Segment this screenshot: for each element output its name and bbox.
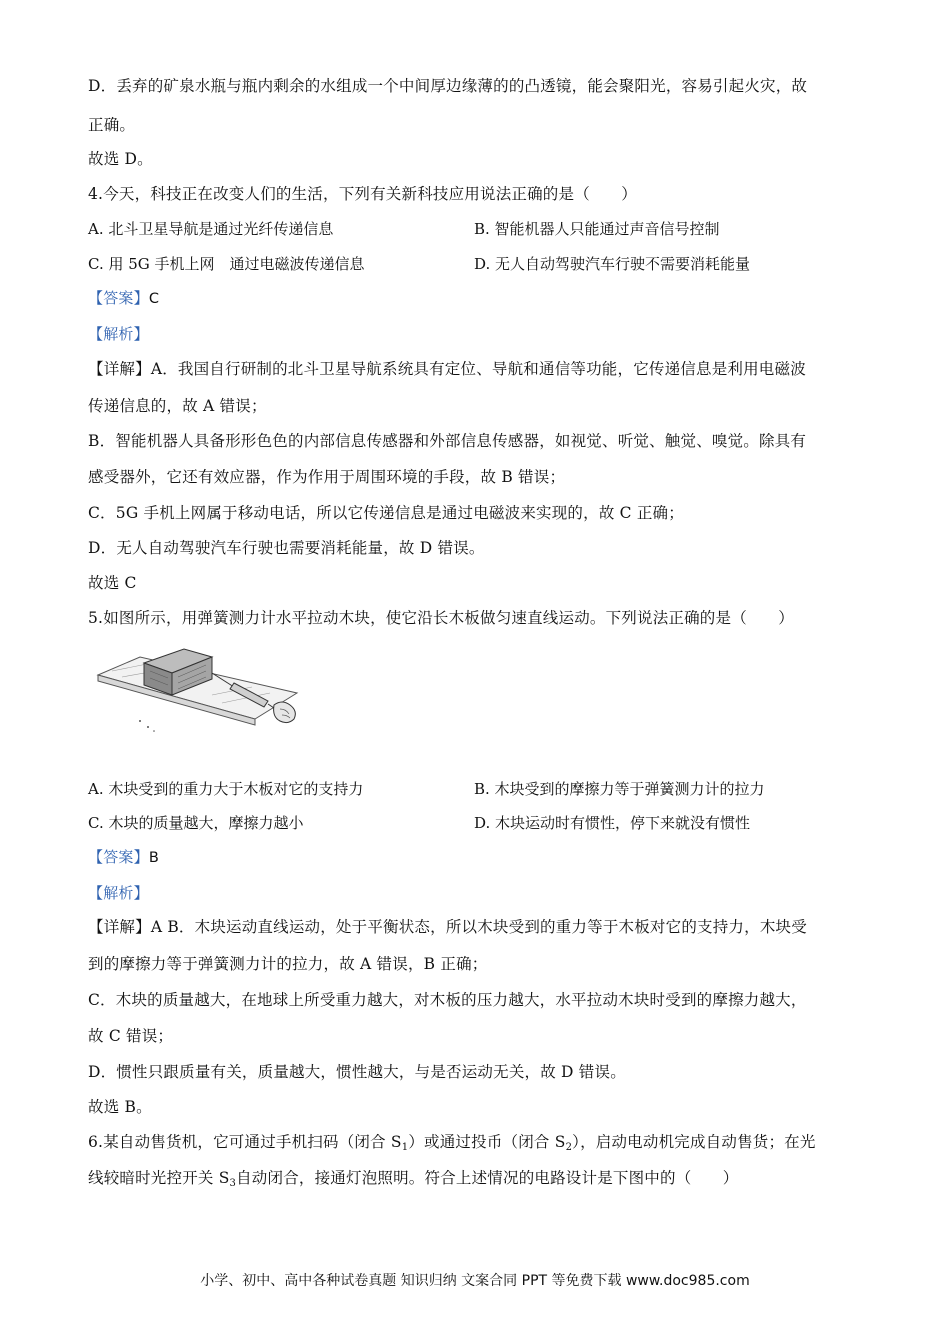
detail-text: A B．木块运动直线运动，处于平衡状态，所以木块受到的重力等于木板对它的支持力，木块受 bbox=[150, 918, 807, 936]
q6-stem-line1 bbox=[88, 1132, 816, 1158]
q5-detail-line4: 故 C 错误； bbox=[88, 1027, 174, 1045]
q4-detail-line5: C．5G 手机上网属于移动电话，所以它传递信息是通过电磁波来实现的，故 C 正确； bbox=[88, 504, 684, 522]
answer-tag: 【答案】 bbox=[88, 848, 149, 866]
q5-option-d: D. 木块运动时有惯性，停下来就没有惯性 bbox=[474, 814, 751, 832]
q4-detail-line1 bbox=[88, 359, 806, 379]
subscript: 3 bbox=[229, 1178, 237, 1189]
q4-choice: 故选 C bbox=[88, 574, 137, 592]
analysis-tag: 【解析】 bbox=[88, 884, 149, 902]
subscript: 2 bbox=[565, 1142, 573, 1153]
q4-answer bbox=[88, 288, 159, 309]
q5-detail-line2: 到的摩擦力等于弹簧测力计的拉力，故 A 错误，B 正确； bbox=[88, 955, 488, 973]
q5-option-b: B. 木块受到的摩擦力等于弹簧测力计的拉力 bbox=[474, 780, 765, 798]
detail-text: A．我国自行研制的北斗卫星导航系统具有定位、导航和通信等功能，它传递信息是利用电磁波 bbox=[150, 360, 806, 378]
q6-text: ），启动电动机完成自动售货；在光 bbox=[572, 1133, 816, 1151]
q5-choice: 故选 B。 bbox=[88, 1098, 152, 1116]
q4-detail-line6: D．无人自动驾驶汽车行驶也需要消耗能量，故 D 错误。 bbox=[88, 539, 485, 557]
answer-value: C bbox=[148, 291, 160, 307]
answer-tag: 【答案】 bbox=[88, 289, 149, 307]
q5-detail-line3: C．木块的质量越大，在地球上所受重力越大，对木板的压力越大，水平拉动木块时受到的摩擦力越大， bbox=[88, 991, 807, 1009]
q4-stem: 4.今天，科技正在改变人们的生活，下列有关新科技应用说法正确的是（ ） bbox=[88, 185, 637, 203]
q6-stem-line2 bbox=[88, 1168, 739, 1194]
q4-detail-line4: 感受器外，它还有效应器，作为作用于周围环境的手段，故 B 错误； bbox=[88, 468, 566, 486]
analysis-tag: 【解析】 bbox=[88, 325, 149, 343]
q4-option-b: B. 智能机器人只能通过声音信号控制 bbox=[474, 220, 720, 238]
q6-text: 线较暗时光控开关 S bbox=[88, 1169, 230, 1187]
q5-option-c: C. 木块的质量越大，摩擦力越小 bbox=[88, 814, 304, 832]
q5-answer bbox=[88, 847, 159, 868]
page-footer: 小学、初中、高中各种试卷真题 知识归纳 文案合同 PPT 等免费下载 www.doc985.com bbox=[200, 1273, 750, 1289]
prev-choice: 故选 D。 bbox=[88, 150, 153, 168]
q5-analysis-tag bbox=[88, 883, 149, 903]
q4-option-c: C. 用 5G 手机上网 通过电磁波传递信息 bbox=[88, 255, 365, 273]
spring-scale-block-figure bbox=[92, 643, 307, 743]
q6-text: 6.某自动售货机，它可通过手机扫码（闭合 S bbox=[88, 1133, 402, 1151]
q5-option-a: A. 木块受到的重力大于木板对它的支持力 bbox=[88, 780, 364, 798]
answer-value: B bbox=[148, 850, 159, 866]
q6-text: ）或通过投币（闭合 S bbox=[408, 1133, 566, 1151]
q4-detail-line2: 传递信息的，故 A 错误； bbox=[88, 397, 267, 415]
q4-analysis-tag bbox=[88, 324, 149, 344]
prev-d-line2: 正确。 bbox=[88, 116, 136, 134]
prev-d-line1: D．丢弃的矿泉水瓶与瓶内剩余的水组成一个中间厚边缘薄的的凸透镜，能会聚阳光，容易引起火灾，故 bbox=[88, 77, 808, 95]
q6-text: 自动闭合，接通灯泡照明。符合上述情况的电路设计是下图中的（ ） bbox=[236, 1169, 739, 1187]
q5-detail-line1 bbox=[88, 917, 807, 937]
q5-stem: 5.如图所示，用弹簧测力计水平拉动木块，使它沿长木板做匀速直线运动。下列说法正确的是（ ） bbox=[88, 609, 794, 627]
detail-tag: 【详解】 bbox=[88, 918, 151, 936]
subscript: 1 bbox=[401, 1142, 409, 1153]
q5-detail-line5: D．惯性只跟质量有关，质量越大，惯性越大，与是否运动无关，故 D 错误。 bbox=[88, 1063, 626, 1081]
q4-detail-line3: B．智能机器人具备形形色色的内部信息传感器和外部信息传感器，如视觉、听觉、触觉、嗅觉。除具有 bbox=[88, 432, 807, 450]
detail-tag: 【详解】 bbox=[88, 360, 151, 378]
q4-option-d: D. 无人自动驾驶汽车行驶不需要消耗能量 bbox=[474, 255, 751, 273]
q4-option-a: A. 北斗卫星导航是通过光纤传递信息 bbox=[88, 220, 334, 238]
